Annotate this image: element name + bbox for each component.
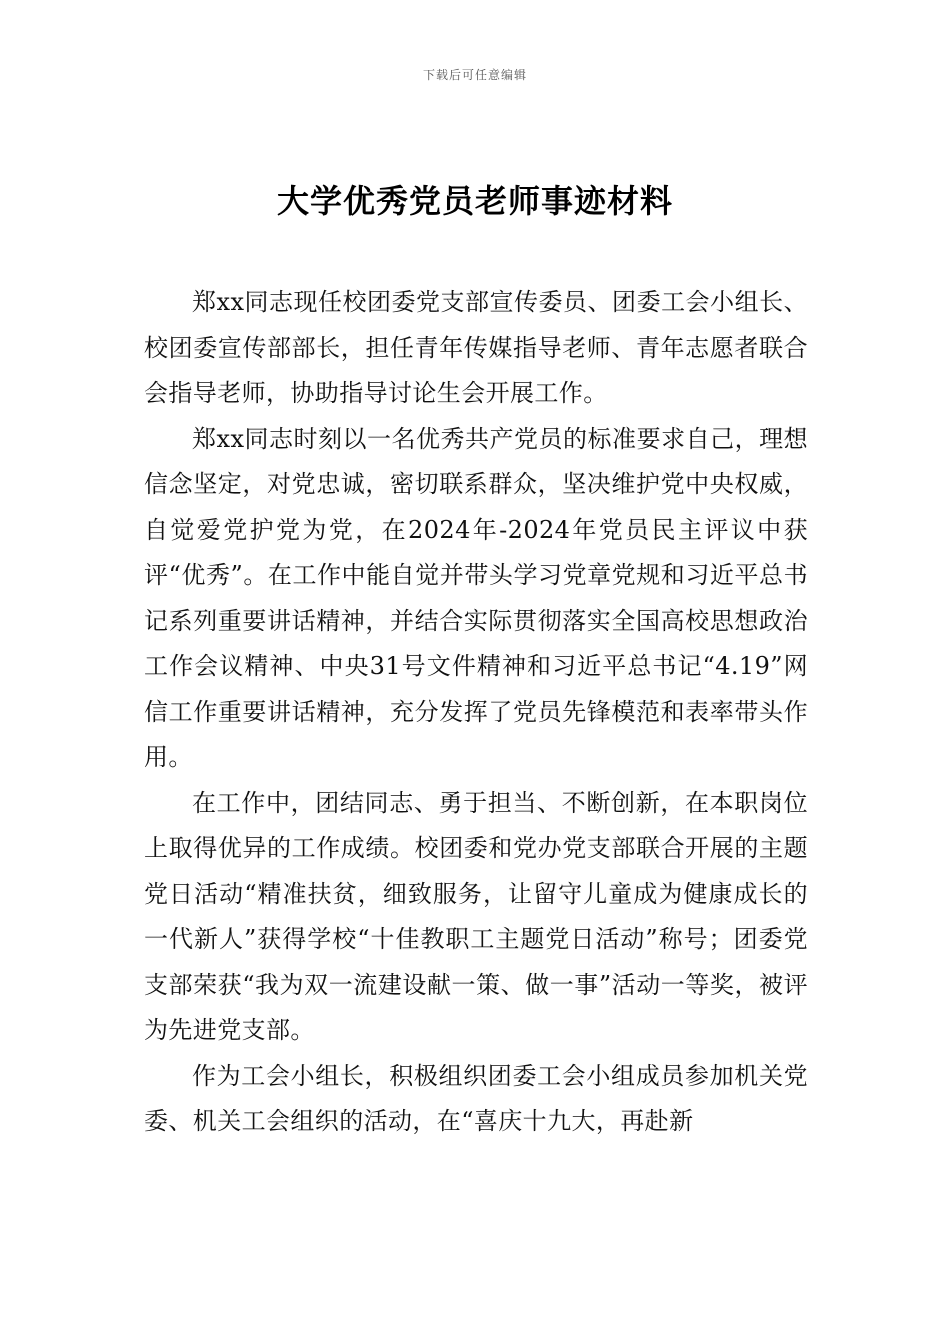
document-body bbox=[144, 280, 808, 1145]
paragraph-4: 作为工会小组长，积极组织团委工会小组成员参加机关党委、机关工会组织的活动，在“喜庆十九大，再赴新 bbox=[144, 1061, 808, 1135]
paragraph-2: 郑xx同志时刻以一名优秀共产党员的标准要求自己，理想信念坚定，对党忠诚，密切联系群众，坚决维护党中央权威，自觉爱党护党为党，在2024年-2024年党员民主评议中获评“优秀”。在工作中能自觉并带头学习党章党规和习近平总书记系列重要讲话精神，并结合实际贯彻落实全国高校思想政治工作会议精神、中央31号文件精神和习近平总书记“4.19”网信工作重要讲话精神，充分发挥了党员先锋模范和表率带头作用。 bbox=[144, 424, 808, 771]
paragraph-1: 郑xx同志现任校团委党支部宣传委员、团委工会小组长、校团委宣传部部长，担任青年传媒指导老师、青年志愿者联合会指导老师，协助指导讨论生会开展工作。 bbox=[144, 288, 808, 407]
paragraph-3: 在工作中，团结同志、勇于担当、不断创新，在本职岗位上取得优异的工作成绩。校团委和党办党支部联合开展的主题党日活动“精准扶贫，细致服务，让留守儿童成为健康成长的一代新人”获得学校“十佳教职工主题党日活动”称号；团委党支部荣获“我为双一流建设献一策、做一事”活动一等奖，被评为先进党支部。 bbox=[144, 788, 808, 1044]
document-title: 大学优秀党员老师事迹材料 bbox=[276, 182, 673, 220]
header-note: 下载后可任意编辑 bbox=[422, 68, 527, 82]
